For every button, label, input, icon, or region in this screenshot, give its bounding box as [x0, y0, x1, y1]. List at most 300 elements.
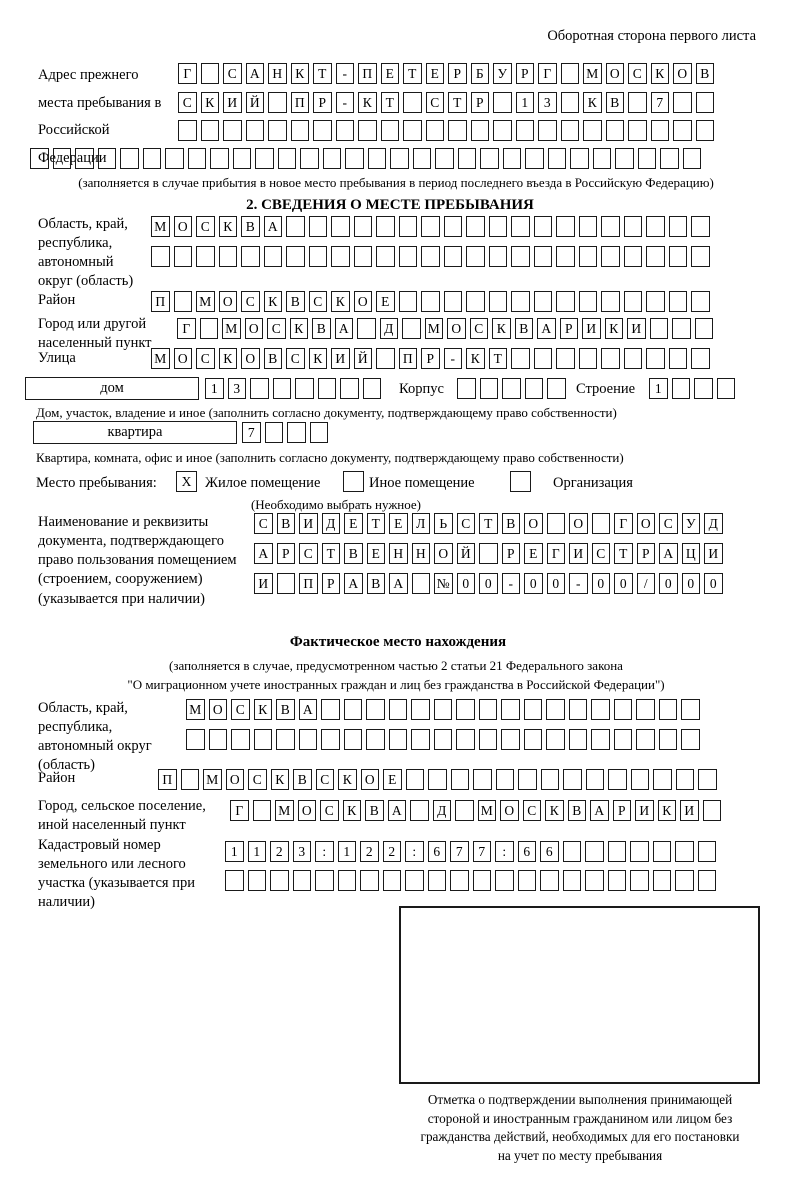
char-box [698, 841, 717, 862]
section2-title: 2. СВЕДЕНИЯ О МЕСТЕ ПРЕБЫВАНИЯ [246, 197, 534, 213]
char-box [673, 120, 692, 141]
char-box [547, 513, 566, 534]
char-box: И [635, 800, 654, 821]
char-box [646, 246, 665, 267]
house-row [205, 378, 381, 399]
char-box: - [569, 573, 588, 594]
char-box: С [659, 513, 678, 534]
char-box: О [673, 63, 692, 84]
char-box: К [219, 348, 238, 369]
house-widebox: дом [25, 377, 199, 400]
char-box [546, 699, 565, 720]
char-box [273, 378, 292, 399]
korpus-row [457, 378, 566, 399]
char-box [363, 378, 382, 399]
char-box [673, 92, 692, 113]
char-box [376, 216, 395, 237]
char-box: О [219, 291, 238, 312]
korpus-label: Корпус [399, 381, 444, 397]
char-box: Е [376, 291, 395, 312]
char-box [434, 699, 453, 720]
char-box: О [606, 63, 625, 84]
char-box: - [336, 92, 355, 113]
char-box: К [264, 291, 283, 312]
char-box: Р [613, 800, 632, 821]
char-box: С [178, 92, 197, 113]
char-box: С [223, 63, 242, 84]
char-box: А [246, 63, 265, 84]
char-box [456, 699, 475, 720]
char-box: В [286, 291, 305, 312]
stroenie-label: Строение [576, 381, 636, 397]
char-box [624, 216, 643, 237]
char-box: 0 [524, 573, 543, 594]
char-box: Р [313, 92, 332, 113]
cadastre-label: Кадастровый номер земельного или лесного участка (указывается при наличии) [38, 837, 195, 911]
char-box [340, 378, 359, 399]
char-box [410, 800, 429, 821]
char-box [479, 699, 498, 720]
char-box: 0 [659, 573, 678, 594]
char-box [151, 246, 170, 267]
char-box [624, 291, 643, 312]
char-box [675, 841, 694, 862]
char-box [120, 148, 139, 169]
char-box [638, 148, 657, 169]
char-box: М [203, 769, 222, 790]
char-box: Е [381, 63, 400, 84]
char-box: В [241, 216, 260, 237]
char-box [231, 729, 250, 750]
char-box [695, 318, 714, 339]
char-box [547, 378, 566, 399]
char-box: О [174, 216, 193, 237]
char-box [608, 841, 627, 862]
char-box: Р [637, 543, 656, 564]
char-box [321, 699, 340, 720]
char-box [650, 318, 669, 339]
char-box [546, 729, 565, 750]
char-box: К [492, 318, 511, 339]
char-box [253, 800, 272, 821]
char-box: М [425, 318, 444, 339]
char-box [358, 120, 377, 141]
char-box [421, 246, 440, 267]
char-box [200, 318, 219, 339]
char-box: А [335, 318, 354, 339]
char-box [525, 148, 544, 169]
char-box [646, 348, 665, 369]
char-box [287, 422, 306, 443]
char-box [451, 769, 470, 790]
char-box [563, 841, 582, 862]
char-box [636, 699, 655, 720]
char-box [209, 729, 228, 750]
char-box [659, 729, 678, 750]
char-box [201, 63, 220, 84]
char-box [518, 870, 537, 891]
char-box: Г [177, 318, 196, 339]
char-box [628, 120, 647, 141]
char-box: К [271, 769, 290, 790]
char-box [480, 148, 499, 169]
char-box [660, 148, 679, 169]
char-box [563, 870, 582, 891]
char-box: О [500, 800, 519, 821]
char-box: К [309, 348, 328, 369]
char-box [516, 120, 535, 141]
char-box [698, 769, 717, 790]
char-box: О [524, 513, 543, 534]
char-box [585, 841, 604, 862]
char-box [389, 699, 408, 720]
char-box [299, 729, 318, 750]
char-box: К [466, 348, 485, 369]
char-box: С [320, 800, 339, 821]
char-box: К [254, 699, 273, 720]
char-box [534, 246, 553, 267]
char-box [165, 148, 184, 169]
char-box [291, 120, 310, 141]
char-box: М [583, 63, 602, 84]
char-box [691, 291, 710, 312]
char-box [501, 729, 520, 750]
char-box [636, 729, 655, 750]
region-row-1 [151, 216, 710, 237]
char-box [75, 148, 94, 169]
char-box: Ц [682, 543, 701, 564]
char-box [493, 120, 512, 141]
char-box: О [241, 348, 260, 369]
char-box [534, 348, 553, 369]
char-box [450, 870, 469, 891]
char-box [703, 800, 722, 821]
char-box [696, 120, 715, 141]
char-box [540, 870, 559, 891]
char-box [615, 148, 634, 169]
char-box [264, 246, 283, 267]
char-box [541, 769, 560, 790]
char-box: 6 [518, 841, 537, 862]
char-box [676, 769, 695, 790]
char-box [188, 148, 207, 169]
char-box: : [315, 841, 334, 862]
char-box: 0 [614, 573, 633, 594]
char-box [223, 120, 242, 141]
char-box: Г [614, 513, 633, 534]
char-box: 7 [242, 422, 261, 443]
char-box: П [158, 769, 177, 790]
stay-type-label: Место пребывания: [36, 475, 157, 491]
char-box [201, 120, 220, 141]
char-box: 0 [479, 573, 498, 594]
char-box: А [299, 699, 318, 720]
char-box: Г [538, 63, 557, 84]
char-box: И [254, 573, 273, 594]
char-box: А [264, 216, 283, 237]
char-box: К [545, 800, 564, 821]
char-box: Р [560, 318, 579, 339]
char-box: С [523, 800, 542, 821]
char-box: Р [471, 92, 490, 113]
stamp-note [393, 1091, 767, 1166]
char-box [630, 841, 649, 862]
char-box: П [299, 573, 318, 594]
char-box: В [293, 769, 312, 790]
char-box [592, 513, 611, 534]
char-box [473, 769, 492, 790]
char-box [53, 148, 72, 169]
char-box: Д [704, 513, 723, 534]
char-box [556, 246, 575, 267]
char-box: О [447, 318, 466, 339]
char-box: Л [412, 513, 431, 534]
char-box [277, 573, 296, 594]
option-inoe-label: Иное помещение [369, 475, 475, 491]
char-box [672, 318, 691, 339]
char-box: И [223, 92, 242, 113]
char-box [366, 729, 385, 750]
prev-address-label: Адрес прежнего места пребывания в Российской Федерации [38, 67, 162, 166]
char-box [406, 769, 425, 790]
char-box [360, 870, 379, 891]
char-box: 1 [516, 92, 535, 113]
cadastre-row-2 [225, 870, 716, 891]
char-box: Д [380, 318, 399, 339]
char-box: М [222, 318, 241, 339]
char-box: К [651, 63, 670, 84]
char-box: О [569, 513, 588, 534]
char-box: В [568, 800, 587, 821]
char-box: / [637, 573, 656, 594]
char-box: У [682, 513, 701, 534]
char-box: К [605, 318, 624, 339]
char-box: : [495, 841, 514, 862]
char-box [691, 246, 710, 267]
char-box [268, 120, 287, 141]
document-row-3 [254, 573, 723, 594]
char-box [585, 870, 604, 891]
char-box [368, 148, 387, 169]
char-box: А [388, 800, 407, 821]
char-box [376, 246, 395, 267]
district-row [151, 291, 710, 312]
char-box: 3 [228, 378, 247, 399]
char-box [219, 246, 238, 267]
char-box: Н [268, 63, 287, 84]
document-row-1 [254, 513, 723, 534]
char-box [669, 246, 688, 267]
document-label: Наименование и реквизиты документа, подтверждающего право пользования помещением (строением, сооружением) (указывается при наличии) [38, 514, 237, 607]
char-box: Е [367, 543, 386, 564]
char-box [399, 216, 418, 237]
char-box [323, 148, 342, 169]
char-box [389, 729, 408, 750]
char-box [309, 216, 328, 237]
char-box [457, 378, 476, 399]
char-box: Е [383, 769, 402, 790]
char-box: Р [516, 63, 535, 84]
option-zhiloe-label: Жилое помещение [205, 475, 321, 491]
char-box [534, 291, 553, 312]
char-box: В [515, 318, 534, 339]
char-box: К [290, 318, 309, 339]
char-box: 0 [592, 573, 611, 594]
char-box [561, 120, 580, 141]
char-box [496, 769, 515, 790]
char-box [30, 148, 49, 169]
char-box: М [186, 699, 205, 720]
char-box [630, 870, 649, 891]
char-box: Т [367, 513, 386, 534]
char-box [683, 148, 702, 169]
char-box: А [254, 543, 273, 564]
char-box [579, 246, 598, 267]
region-label: Область, край, республика, автономный округ (область) [38, 216, 134, 290]
char-box: И [569, 543, 588, 564]
option-organizaciya-label: Организация [553, 475, 633, 491]
char-box: В [276, 699, 295, 720]
char-box: Т [322, 543, 341, 564]
char-box: К [219, 216, 238, 237]
stamp-note-line-1: Отметка о подтверждении выполнения принимающей [427, 1092, 733, 1107]
char-box [591, 699, 610, 720]
char-box: П [291, 92, 310, 113]
char-box: О [361, 769, 380, 790]
char-box [556, 291, 575, 312]
char-box [276, 729, 295, 750]
char-box: Т [479, 513, 498, 534]
char-box: 1 [205, 378, 224, 399]
char-box: Р [502, 543, 521, 564]
actual-city-row [230, 800, 721, 821]
char-box: А [344, 573, 363, 594]
actual-district-label: Район [38, 770, 76, 786]
char-box [601, 291, 620, 312]
char-box [254, 729, 273, 750]
char-box [489, 216, 508, 237]
char-box: 2 [270, 841, 289, 862]
char-box: Е [389, 513, 408, 534]
stroenie-row [649, 378, 735, 399]
char-box [313, 120, 332, 141]
char-box [143, 148, 162, 169]
char-box [344, 699, 363, 720]
char-box [653, 841, 672, 862]
apartment-caption: Квартира, комната, офис и иное (заполнить согласно документу, подтверждающему право собственности) [36, 450, 624, 465]
char-box [435, 148, 454, 169]
char-box: М [151, 216, 170, 237]
char-box [233, 148, 252, 169]
char-box [315, 870, 334, 891]
prev-address-row-2 [178, 92, 714, 113]
char-box [448, 120, 467, 141]
char-box [366, 699, 385, 720]
char-box [336, 120, 355, 141]
char-box: 2 [383, 841, 402, 862]
region-row-2 [151, 246, 710, 267]
char-box [489, 246, 508, 267]
char-box [628, 92, 647, 113]
char-box: А [659, 543, 678, 564]
char-box [338, 870, 357, 891]
char-box [614, 729, 633, 750]
char-box: Е [426, 63, 445, 84]
char-box [376, 348, 395, 369]
char-box [489, 291, 508, 312]
char-box [525, 378, 544, 399]
char-box: 1 [649, 378, 668, 399]
char-box [569, 699, 588, 720]
char-box [480, 378, 499, 399]
char-box: О [209, 699, 228, 720]
char-box: А [590, 800, 609, 821]
char-box [608, 870, 627, 891]
char-box [181, 769, 200, 790]
char-box: И [331, 348, 350, 369]
char-box [624, 246, 643, 267]
char-box [331, 246, 350, 267]
char-box: С [457, 513, 476, 534]
actual-caption-2: "О миграционном учете иностранных граждан и лиц без гражданства в Российской Федерации") [127, 677, 665, 692]
char-box [444, 216, 463, 237]
char-box [518, 769, 537, 790]
char-box: У [493, 63, 512, 84]
char-box: Р [277, 543, 296, 564]
actual-region-label: Область, край, республика, автономный округ (область) [38, 700, 152, 774]
char-box [586, 769, 605, 790]
char-box [601, 348, 620, 369]
char-box [270, 870, 289, 891]
prev-address-caption: (заполняется в случае прибытия в новое место пребывания в период последнего въезда в Российскую Федерацию) [78, 175, 714, 190]
char-box [646, 291, 665, 312]
char-box [556, 348, 575, 369]
char-box: П [151, 291, 170, 312]
char-box: П [358, 63, 377, 84]
char-box: П [399, 348, 418, 369]
char-box [321, 729, 340, 750]
char-box [174, 291, 193, 312]
char-box [524, 729, 543, 750]
char-box [411, 699, 430, 720]
char-box [354, 246, 373, 267]
char-box: Й [457, 543, 476, 564]
char-box [357, 318, 376, 339]
char-box: 7 [450, 841, 469, 862]
char-box: 1 [338, 841, 357, 862]
char-box [186, 729, 205, 750]
street-row [151, 348, 710, 369]
char-box [309, 246, 328, 267]
char-box: А [389, 573, 408, 594]
char-box [579, 291, 598, 312]
char-box [300, 148, 319, 169]
char-box [556, 216, 575, 237]
char-box: 3 [538, 92, 557, 113]
house-caption: Дом, участок, владение и иное (заполнить согласно документу, подтверждающему право собственности) [36, 405, 617, 420]
char-box [473, 870, 492, 891]
char-box [390, 148, 409, 169]
char-box [241, 246, 260, 267]
char-box [511, 216, 530, 237]
char-box: В [367, 573, 386, 594]
char-box [295, 378, 314, 399]
char-box [246, 120, 265, 141]
char-box: И [582, 318, 601, 339]
char-box: 6 [428, 841, 447, 862]
char-box: О [298, 800, 317, 821]
char-box: И [680, 800, 699, 821]
